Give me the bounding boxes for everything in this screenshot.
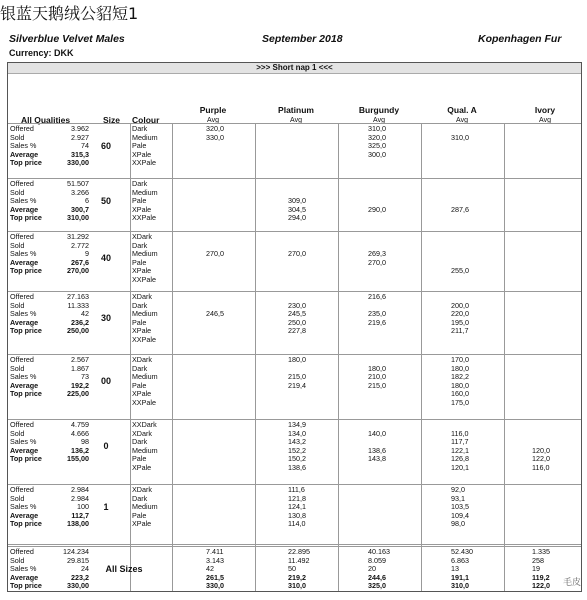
all-qualities-header: All Qualities — [21, 115, 71, 125]
stat-value: 267,6 — [71, 257, 89, 267]
stat-label: Average — [10, 572, 39, 582]
cell-value: 122,0 — [532, 454, 550, 464]
column-header: Ivory — [534, 105, 556, 115]
stat-value: 6 — [85, 196, 89, 206]
cell-value: 258 — [532, 555, 544, 565]
cell-value: 170,0 — [451, 355, 469, 364]
colour-label: Medium — [132, 132, 158, 142]
colour-label: Medium — [132, 445, 158, 455]
cell-value: 116,0 — [532, 463, 550, 472]
stat-label: Offered — [10, 547, 34, 556]
stat-label: Sales % — [10, 249, 37, 259]
stat-value: 300,7 — [71, 204, 89, 214]
cell-value: 19 — [532, 564, 540, 574]
stat-value: 2.567 — [71, 355, 89, 364]
column-divider — [255, 123, 256, 591]
stat-value: 4.666 — [71, 428, 89, 438]
column-divider — [504, 123, 505, 591]
stat-value: 2.772 — [71, 240, 89, 250]
cell-value: 210,0 — [368, 372, 386, 382]
cell-value: 219,4 — [288, 380, 306, 390]
cell-value: 120,0 — [532, 445, 550, 455]
cell-value: 50 — [288, 564, 296, 574]
cell-value: 287,6 — [451, 204, 469, 214]
cell-value: 219,2 — [288, 572, 306, 582]
stat-label: Sold — [10, 555, 25, 565]
cell-value: 215,0 — [288, 372, 306, 382]
cell-value: 93,1 — [451, 493, 465, 503]
cell-value: 119,2 — [532, 572, 550, 582]
cell-value: 246,5 — [206, 309, 224, 319]
colour-label: XDark — [132, 292, 152, 301]
stat-value: 192,2 — [71, 380, 89, 390]
cell-value: 111,6 — [288, 485, 305, 494]
stat-value: 112,7 — [71, 510, 89, 520]
colour-label: XDark — [132, 428, 152, 438]
stat-label: Sold — [10, 240, 25, 250]
cell-value: 130,8 — [288, 510, 306, 520]
stat-value: 330,00 — [67, 158, 89, 168]
stat-label: Sold — [10, 132, 25, 142]
colour-label: Medium — [132, 502, 158, 512]
colour-label: XXPale — [132, 335, 156, 344]
cell-value: 220,0 — [451, 309, 469, 319]
stat-label: Top price — [10, 519, 42, 529]
stat-value: 223,2 — [71, 572, 89, 582]
stat-value: 74 — [81, 141, 89, 151]
colour-label: Pale — [132, 454, 147, 464]
cell-value: 310,0 — [451, 132, 469, 142]
cell-value: 180,0 — [451, 363, 469, 373]
stat-value: 310,00 — [67, 213, 89, 223]
cell-value: 160,0 — [451, 389, 469, 399]
cell-value: 216,6 — [368, 292, 386, 301]
colour-label: XPale — [132, 204, 152, 214]
cell-value: 116,0 — [451, 428, 469, 438]
stat-value: 138,00 — [67, 519, 89, 529]
column-header: Purple — [199, 105, 227, 115]
column-subheader: Avg — [207, 117, 219, 124]
stat-label: Average — [10, 510, 39, 520]
row-divider — [8, 123, 581, 124]
colour-label: XPale — [132, 519, 152, 529]
cell-value: 245,5 — [288, 309, 306, 319]
stat-value: 2.984 — [71, 493, 89, 503]
cell-value: 270,0 — [206, 249, 224, 259]
cell-value: 270,0 — [368, 257, 386, 267]
cell-value: 92,0 — [451, 485, 465, 494]
stat-value: 11.333 — [67, 300, 89, 310]
cell-value: 6.863 — [451, 555, 469, 565]
stat-label: Sales % — [10, 437, 37, 447]
stat-label: Offered — [10, 292, 34, 301]
stat-label: Sales % — [10, 196, 37, 206]
cell-value: 13 — [451, 564, 459, 574]
cell-value: 7.411 — [206, 547, 224, 556]
stat-value: 31.292 — [67, 232, 89, 241]
price-table — [7, 62, 582, 592]
cell-value: 52.430 — [451, 547, 473, 556]
stat-label: Average — [10, 257, 39, 267]
cell-value: 143,8 — [368, 454, 386, 464]
colour-label: Medium — [132, 372, 158, 382]
colour-label: Dark — [132, 363, 148, 373]
stat-label: Average — [10, 445, 39, 455]
stat-value: 330,00 — [67, 581, 89, 591]
cell-value: 325,0 — [368, 141, 386, 151]
stat-label: Offered — [10, 485, 34, 494]
cell-value: 244,6 — [368, 572, 386, 582]
column-header: Burgundy — [358, 105, 400, 115]
size-header: Size — [103, 115, 121, 125]
colour-label: Dark — [132, 179, 148, 188]
colour-label: XPale — [132, 389, 152, 399]
short-nap-label: >>> Short nap 1 <<< — [256, 63, 333, 72]
cell-value: 290,0 — [368, 204, 386, 214]
cell-value: 120,1 — [451, 463, 469, 472]
size-value: 60 — [100, 140, 111, 151]
stat-label: Sales % — [10, 309, 37, 319]
currency-label: Currency: DKK — [9, 48, 74, 58]
stat-value: 1.867 — [71, 363, 89, 373]
colour-label: Dark — [132, 437, 148, 447]
cell-value: 270,0 — [288, 249, 306, 259]
colour-label: Dark — [132, 124, 148, 133]
cell-value: 175,0 — [451, 398, 469, 407]
stat-value: 225,00 — [67, 389, 89, 399]
stat-value: 315,3 — [71, 149, 89, 159]
cell-value: 109,4 — [451, 510, 469, 520]
stat-value: 136,2 — [71, 445, 89, 455]
stat-label: Top price — [10, 454, 42, 464]
cell-value: 230,0 — [288, 300, 306, 310]
row-divider — [8, 291, 581, 292]
column-divider — [172, 123, 173, 591]
cell-value: 1.335 — [532, 547, 550, 556]
page-title: 银蓝天鹅绒公貂短1 — [0, 4, 139, 23]
cell-value: 40.163 — [368, 547, 390, 556]
stat-value: 24 — [81, 564, 89, 574]
cell-value: 98,0 — [451, 519, 465, 529]
cell-value: 3.143 — [206, 555, 224, 565]
cell-value: 134,0 — [288, 428, 306, 438]
stat-label: Offered — [10, 232, 34, 241]
column-header: Qual. A — [447, 105, 477, 115]
stat-value: 3.962 — [71, 124, 89, 133]
cell-value: 227,8 — [288, 326, 306, 336]
column-divider — [421, 123, 422, 591]
stat-value: 124.234 — [63, 547, 89, 556]
stat-label: Average — [10, 317, 39, 327]
colour-label: Pale — [132, 196, 147, 206]
cell-value: 330,0 — [206, 132, 224, 142]
report-product: Silverblue Velvet Males — [9, 33, 125, 45]
cell-value: 191,1 — [451, 572, 469, 582]
cell-value: 195,0 — [451, 317, 469, 327]
cell-value: 269,3 — [368, 249, 386, 259]
stat-value: 98 — [81, 437, 89, 447]
cell-value: 320,0 — [368, 132, 386, 142]
stat-label: Sold — [10, 493, 25, 503]
cell-value: 138,6 — [368, 445, 386, 455]
colour-label: XXDark — [132, 420, 157, 429]
cell-value: 255,0 — [451, 266, 469, 276]
colour-label: XPale — [132, 149, 152, 159]
stat-label: Sold — [10, 363, 25, 373]
size-value: All Sizes — [105, 563, 143, 574]
cell-value: 117,7 — [451, 437, 469, 447]
colour-label: XPale — [132, 326, 152, 336]
column-divider — [338, 123, 339, 591]
cell-value: 122,0 — [532, 581, 550, 591]
cell-value: 8.059 — [368, 555, 386, 565]
colour-label: Dark — [132, 300, 148, 310]
colour-label: Pale — [132, 380, 147, 390]
cell-value: 180,0 — [288, 355, 306, 364]
colour-label: XXPale — [132, 398, 156, 407]
report-month: September 2018 — [262, 33, 343, 45]
stat-label: Offered — [10, 420, 34, 429]
stat-value: 236,2 — [71, 317, 89, 327]
colour-label: Dark — [132, 240, 148, 250]
stat-label: Top price — [10, 581, 42, 591]
cell-value: 330,0 — [206, 581, 224, 591]
column-header: Platinum — [278, 105, 314, 115]
stat-value: 270,00 — [67, 266, 89, 276]
column-subheader: Avg — [539, 117, 551, 124]
colour-label: Pale — [132, 141, 147, 151]
cell-value: 103,5 — [451, 502, 469, 512]
stat-value: 2.927 — [71, 132, 89, 142]
column-subheader: Avg — [373, 117, 385, 124]
cell-value: 152,2 — [288, 445, 306, 455]
stat-value: 155,00 — [67, 454, 89, 464]
row-divider — [8, 231, 581, 232]
stat-value: 2.984 — [71, 485, 89, 494]
column-subheader: Avg — [290, 117, 302, 124]
cell-value: 140,0 — [368, 428, 386, 438]
cell-value: 211,7 — [451, 326, 469, 336]
row-divider — [8, 544, 581, 545]
watermark: 毛皮 — [562, 578, 581, 588]
cell-value: 294,0 — [288, 213, 306, 223]
cell-value: 304,5 — [288, 204, 306, 214]
cell-value: 215,0 — [368, 380, 386, 390]
stat-value: 42 — [81, 309, 89, 319]
cell-value: 114,0 — [288, 519, 306, 529]
cell-value: 126,8 — [451, 454, 469, 464]
cell-value: 22.895 — [288, 547, 310, 556]
stat-label: Top price — [10, 326, 42, 336]
cell-value: 150,2 — [288, 454, 306, 464]
colour-label: Pale — [132, 317, 147, 327]
column-divider — [130, 123, 131, 591]
cell-value: 200,0 — [451, 300, 469, 310]
size-value: 40 — [100, 252, 111, 263]
cell-value: 235,0 — [368, 309, 386, 319]
colour-label: Medium — [132, 249, 158, 259]
colour-label: XPale — [132, 266, 152, 276]
row-divider — [8, 178, 581, 179]
cell-value: 219,6 — [368, 317, 386, 327]
stat-value: 250,00 — [67, 326, 89, 336]
column-subheader: Avg — [456, 117, 468, 124]
stat-label: Offered — [10, 124, 34, 133]
cell-value: 261,5 — [206, 572, 224, 582]
colour-label: Pale — [132, 257, 147, 267]
stat-label: Sales % — [10, 372, 37, 382]
stat-value: 73 — [81, 372, 89, 382]
size-value: 30 — [100, 312, 111, 323]
stat-label: Average — [10, 149, 39, 159]
report-source: Kopenhagen Fur — [478, 33, 562, 45]
colour-label: XPale — [132, 463, 152, 472]
size-value: 1 — [103, 501, 109, 512]
colour-label: XXPale — [132, 158, 156, 168]
stat-label: Top price — [10, 213, 42, 223]
colour-header: Colour — [132, 115, 160, 125]
size-value: 0 — [103, 440, 109, 451]
colour-label: XXPale — [132, 275, 156, 284]
cell-value: 143,2 — [288, 437, 306, 447]
stat-label: Offered — [10, 355, 34, 364]
stat-label: Offered — [10, 179, 34, 188]
stat-label: Top price — [10, 389, 42, 399]
stat-label: Sales % — [10, 141, 37, 151]
stat-label: Sales % — [10, 502, 37, 512]
cell-value: 42 — [206, 564, 214, 574]
cell-value: 310,0 — [451, 581, 469, 591]
stat-value: 100 — [77, 502, 89, 512]
colour-label: Medium — [132, 187, 158, 197]
cell-value: 138,6 — [288, 463, 306, 472]
stat-label: Sold — [10, 300, 25, 310]
stat-label: Sold — [10, 187, 25, 197]
cell-value: 121,8 — [288, 493, 306, 503]
colour-label: Medium — [132, 309, 158, 319]
colour-label: Pale — [132, 510, 147, 520]
stat-label: Top price — [10, 158, 42, 168]
cell-value: 122,1 — [451, 445, 469, 455]
cell-value: 182,2 — [451, 372, 469, 382]
cell-value: 309,0 — [288, 196, 306, 206]
colour-label: XXPale — [132, 213, 156, 223]
stat-label: Average — [10, 204, 39, 214]
cell-value: 250,0 — [288, 317, 306, 327]
size-value: 00 — [100, 375, 111, 386]
cell-value: 180,0 — [451, 380, 469, 390]
cell-value: 180,0 — [368, 363, 386, 373]
size-value: 50 — [100, 195, 111, 206]
stat-label: Average — [10, 380, 39, 390]
stat-value: 51.507 — [67, 179, 89, 188]
colour-label: Dark — [132, 493, 148, 503]
cell-value: 134,9 — [288, 420, 306, 429]
colour-label: XDark — [132, 232, 152, 241]
stat-value: 9 — [85, 249, 89, 259]
cell-value: 124,1 — [288, 502, 306, 512]
stat-label: Sold — [10, 428, 25, 438]
stat-value: 4.759 — [71, 420, 89, 429]
stat-value: 3.266 — [71, 187, 89, 197]
cell-value: 300,0 — [368, 149, 386, 159]
cell-value: 11.492 — [288, 555, 310, 565]
colour-label: XDark — [132, 485, 152, 494]
colour-label: XDark — [132, 355, 152, 364]
cell-value: 320,0 — [206, 124, 224, 133]
cell-value: 325,0 — [368, 581, 386, 591]
cell-value: 310,0 — [368, 124, 386, 133]
stat-label: Top price — [10, 266, 42, 276]
stat-value: 27.163 — [67, 292, 89, 301]
cell-value: 310,0 — [288, 581, 306, 591]
stat-value: 29.815 — [67, 555, 89, 565]
stat-label: Sales % — [10, 564, 37, 574]
cell-value: 20 — [368, 564, 376, 574]
